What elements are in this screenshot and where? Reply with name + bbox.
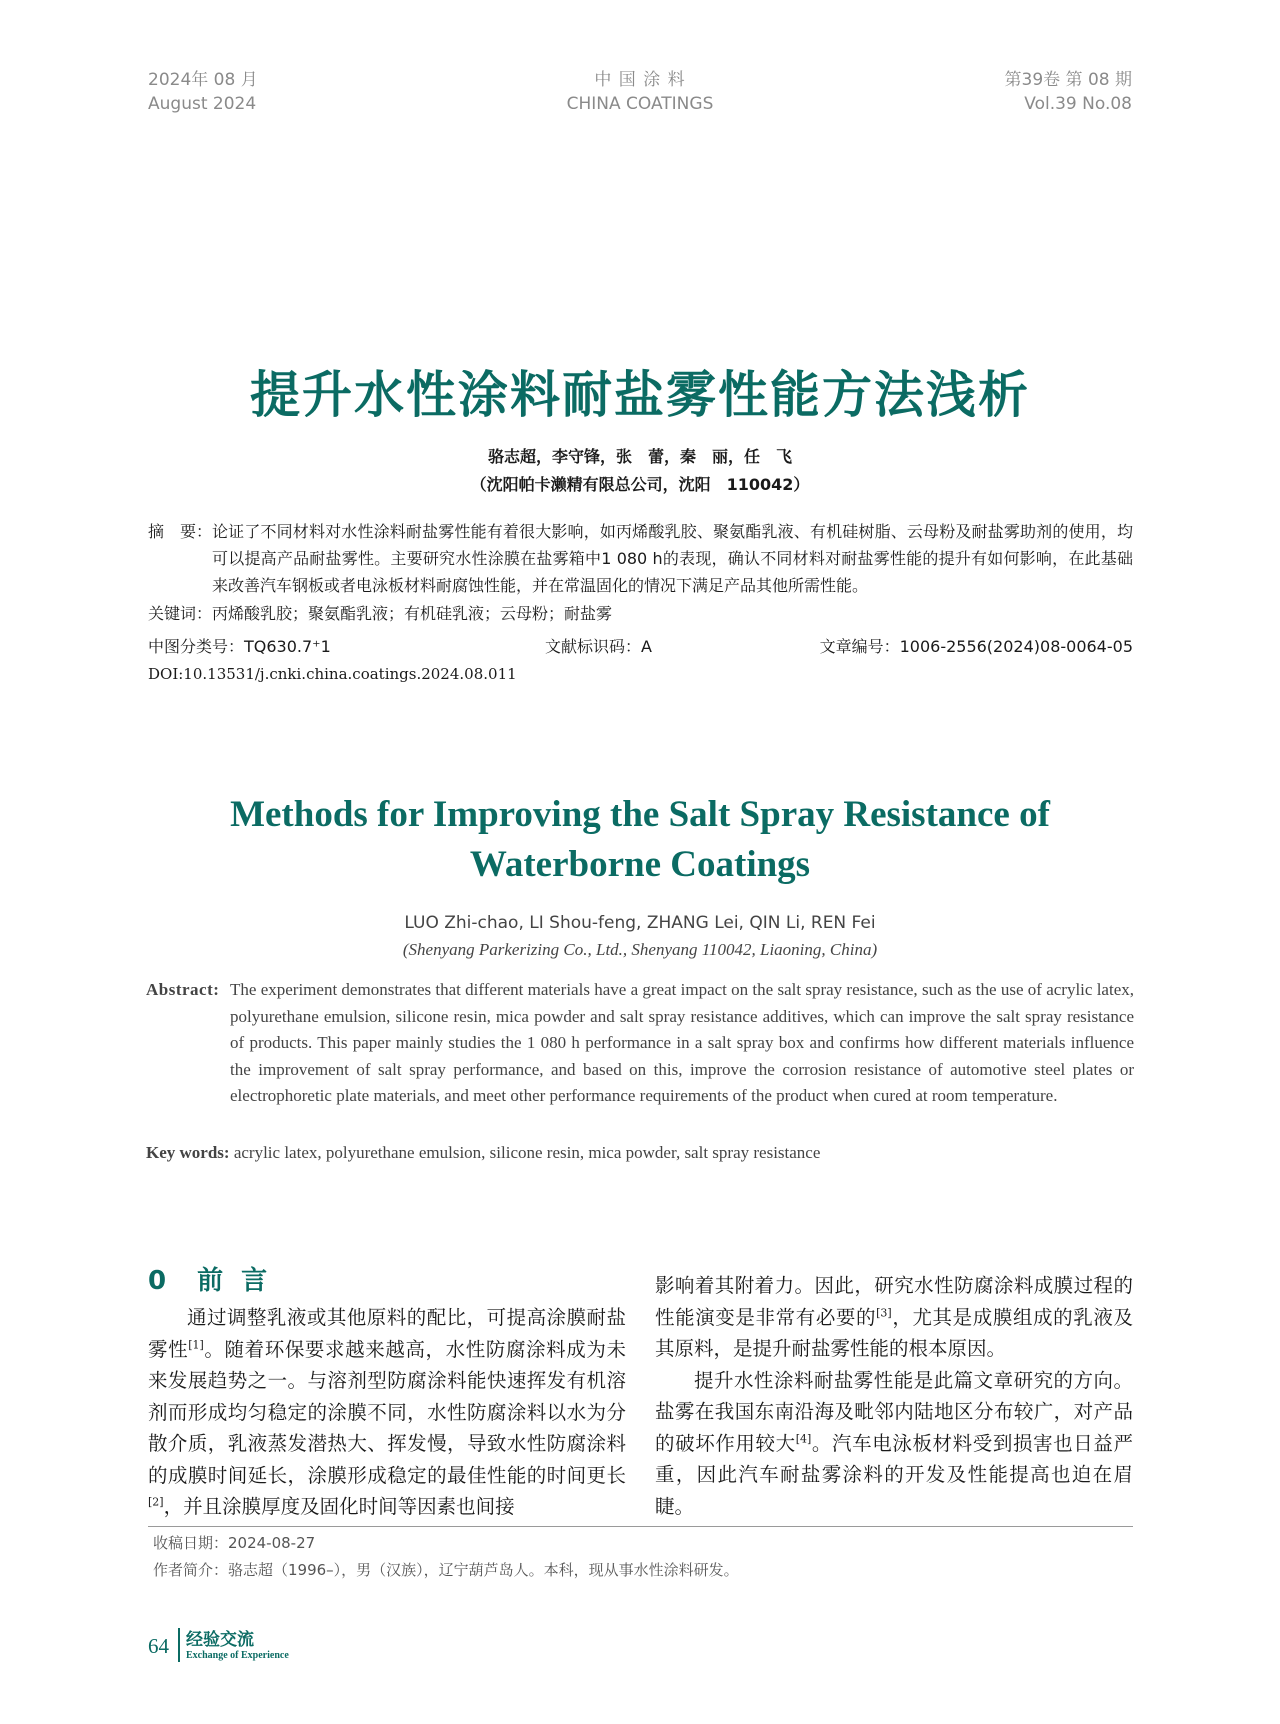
clc-number: 中图分类号：TQ630.7⁺1 [148,637,331,656]
classification-row [148,634,1133,658]
section-number: 0 [148,1266,167,1296]
body-paragraph [655,1365,1133,1523]
header-journal [440,68,840,116]
affiliation-cn: （沈阳帕卡濑精有限总公司，沈阳 110042） [470,475,810,494]
header-volume [1005,68,1132,116]
abstract-en-label: Abstract: [146,980,220,999]
header-date-cn: 2024年 08 月 [148,70,258,90]
citation-ref[interactable]: [2] [148,1495,164,1509]
paper-title-cn: 提升水性涂料耐盐雾性能方法浅析 [250,366,1030,424]
header-volume-cn: 第39卷 第 08 期 [1004,70,1132,90]
citation-ref[interactable]: [1] [188,1338,204,1351]
header-volume-en: Vol.39 No.08 [1024,94,1132,114]
keywords-en [146,1143,820,1163]
citation-ref[interactable]: [4] [795,1432,812,1445]
body-paragraph [148,1302,626,1523]
doi[interactable]: DOI:10.13531/j.cnki.china.coatings.2024.08.011 [148,665,517,683]
header-date-en: August 2024 [148,94,257,114]
affiliation-en: (Shenyang Parkerizing Co., Ltd., Shenyang 110042, Liaoning, China) [402,940,878,959]
body-text: 通过调整乳液或其他原料的配比，可提高涂膜耐盐雾性 [148,1306,626,1361]
page-number: 64 [148,1634,169,1658]
body-column-right [655,1270,1133,1522]
paper-title-en [0,790,1280,890]
article-number: 文章编号：1006-2556(2024)08-0064-05 [819,637,1133,656]
document-code: 文献标识码：A [545,637,652,656]
footnote-divider [148,1526,1133,1527]
authors-cn: 骆志超，李守锋，张 蕾，秦 丽，任 飞 [487,447,792,466]
abstract-cn-label: 摘 要： [148,522,213,541]
body-text: 。随着环保要求越来越高，水性防腐涂料成为未来发展趋势之一。与溶剂型防腐涂料能快速挥发有机溶剂而形成均匀稳定的涂膜不同，水性防腐涂料以水为分散介质，乳液蒸发潜热大、挥发慢，导致水性防腐涂料的成膜时间延长，涂膜形成稳定的最佳性能的时间更长 [148,1337,626,1487]
keywords-cn: 关键词：丙烯酸乳胶；聚氨酯乳液；有机硅乳液；云母粉；耐盐雾 [148,604,613,623]
keywords-en-label: Key words: [146,1143,230,1162]
body-paragraph [655,1270,1133,1365]
body-text: ，并且涂膜厚度及固化时间等因素也间接 [163,1495,515,1518]
body-text: ，尤其是成膜组成的乳液及其原料，是提升耐盐雾性能的根本原因。 [655,1305,1133,1360]
header-date [148,68,258,116]
paper-title-en-line1: Methods for Improving the Salt Spray Resistance of [230,794,1050,835]
abstract-en [146,977,1134,1110]
section-name-cn: 经验交流 [186,1630,254,1650]
abstract-cn [148,518,1133,599]
section-heading [148,1260,285,1297]
abstract-en-text: The experiment demonstrates that different materials have a great impact on the salt spray resistance, such as the use of acrylic latex, polyurethane emulsion, silicone resin, mica powder and salt spray resistance additives, which can improve the salt spray resistance of products. This paper mainly studies the 1 080 h performance in a salt spray box and confirms how different materials influence the improvement of salt spray performance, and based on this, improve the corrosion resistance of automotive steel plates or electrophoretic plate materials, and meet other performance requirements of the product when cured at room temperature. [230,980,1134,1106]
header-journal-cn: 中 国 涂 料 [594,70,686,90]
keywords-en-text: acrylic latex, polyurethane emulsion, silicone resin, mica powder, salt spray resistance [233,1143,821,1162]
authors-en: LUO Zhi-chao, LI Shou-feng, ZHANG Lei, QIN Li, REN Fei [404,913,876,933]
body-text: 提升水性涂料耐盐雾性能是此篇文章研究的方向。盐雾在我国东南沿海及毗邻内陆地区分布较广，对产品的破坏作用较大 [655,1368,1133,1455]
citation-ref[interactable]: [3] [876,1306,892,1319]
section-name-en: Exchange of Experience [186,1650,289,1661]
paper-title-en-line2: Waterborne Coatings [469,844,811,885]
header-journal-en: CHINA COATINGS [566,94,714,114]
body-text: 影响着其附着力。因此，研究水性防腐涂料成膜过程的性能演变是非常有必要的 [655,1274,1133,1329]
body-column-left [148,1302,626,1523]
abstract-cn-text: 论证了不同材料对水性涂料耐盐雾性能有着很大影响，如丙烯酸乳胶、聚氨酯乳液、有机硅树脂、云母粉及耐盐雾助剂的使用，均可以提高产品耐盐雾性。主要研究水性涂膜在盐雾箱中1 080 h的表现，确认不同材料对耐盐雾性能的提升有如何影响，在此基础来改善汽车钢板或者电泳板材料耐腐蚀性能，并在常温固化的情况下满足产品其他所需性能。 [212,522,1133,595]
body-text: 。汽车电泳板材料受到损害也日益严重，因此汽车耐盐雾涂料的开发及性能提高也迫在眉睫。 [655,1431,1133,1518]
received-date: 收稿日期：2024-08-27 [153,1534,316,1552]
section-title: 前言 [197,1266,286,1296]
footer-divider [178,1628,180,1662]
author-bio: 作者简介：骆志超（1996–），男（汉族），辽宁葫芦岛人。本科，现从事水性涂料研发。 [153,1561,739,1579]
